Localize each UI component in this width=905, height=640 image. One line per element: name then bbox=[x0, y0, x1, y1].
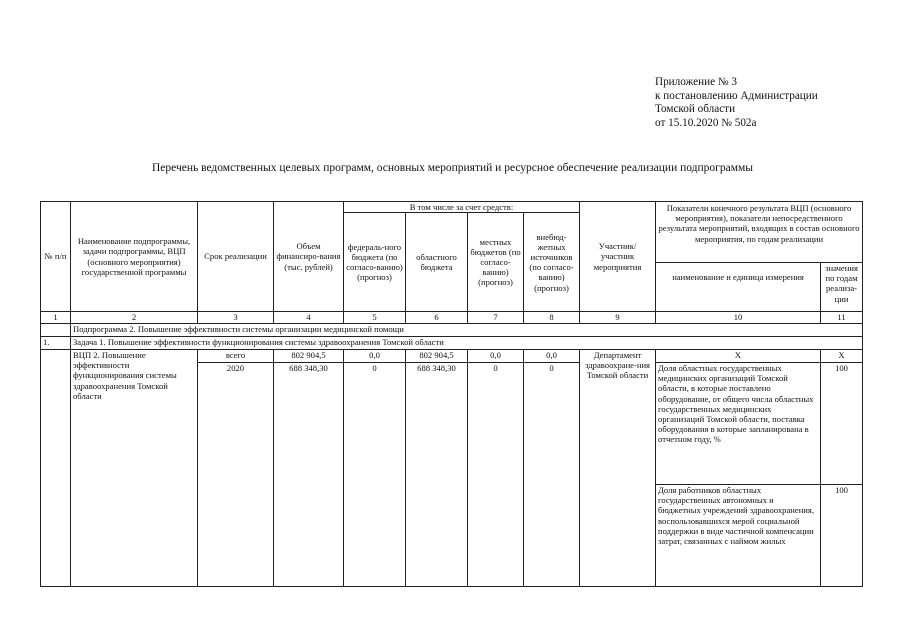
appendix-line: Томской области bbox=[655, 103, 736, 115]
vcp-federal-total: 0,0 bbox=[344, 350, 406, 363]
vcp-participant: Департамент здравоохране-ния Томской области bbox=[580, 350, 656, 587]
vcp-regional-total: 802 904,5 bbox=[406, 350, 468, 363]
column-number: 9 bbox=[580, 312, 656, 324]
column-number: 8 bbox=[524, 312, 580, 324]
indicator-name: Доля областных государственных медицинских организаций Томской области, в которые поставлено оборудование, от общего числа областных государственных медицинских организаций Томской области, поставка оборудования в которые запланирована в отчетном году, % bbox=[656, 363, 821, 485]
header-term: Срок реализации bbox=[198, 202, 274, 312]
vcp-name: ВЦП 2. Повышение эффективности функционирования системы здравоохранения Томской области bbox=[71, 350, 198, 587]
header-volume: Объем финансиро-вания (тыс. рублей) bbox=[274, 202, 344, 312]
vcp-indicator-total-value: Х bbox=[821, 350, 863, 363]
column-number: 5 bbox=[344, 312, 406, 324]
subprogram-num-cell bbox=[41, 324, 71, 337]
appendix-line: Приложение № 3 bbox=[655, 76, 737, 88]
document-title: Перечень ведомственных целевых программ, основных мероприятий и ресурсное обеспечение реализации подпрограммы bbox=[151, 162, 754, 174]
vcp-volume-year: 688 348,30 bbox=[274, 363, 344, 587]
column-number: 2 bbox=[71, 312, 198, 324]
task-text: Задача 1. Повышение эффективности функционирования системы здравоохранения Томской области bbox=[71, 337, 863, 350]
appendix-block bbox=[655, 76, 818, 130]
subprogram-text: Подпрограмма 2. Повышение эффективности системы организации медицинской помощи bbox=[71, 324, 863, 337]
header-including: В том числе за счет средств: bbox=[344, 202, 580, 213]
column-number: 10 bbox=[656, 312, 821, 324]
appendix-line: от 15.10.2020 № 502а bbox=[655, 116, 757, 129]
column-number: 1 bbox=[41, 312, 71, 324]
vcp-federal-year: 0 bbox=[344, 363, 406, 587]
header-participant: Участник/ участник мероприятия bbox=[580, 202, 656, 312]
vcp-volume-total: 802 904,5 bbox=[274, 350, 344, 363]
header-indicators-title: Показатели конечного результата ВЦП (основного мероприятия), показатели непосредственного результата мероприятий, входящих в состав основного мероприятия, по годам реализации bbox=[656, 202, 862, 263]
header-regional: областного бюджета bbox=[406, 213, 468, 312]
vcp-extra-total: 0,0 bbox=[524, 350, 580, 363]
vcp-extra-year: 0 bbox=[524, 363, 580, 587]
header-name: Наименование подпрограммы, задачи подпрограммы, ВЦП (основного мероприятия) государственной программы bbox=[71, 202, 198, 312]
header-federal: федераль-ного бюджета (по согласо-ванию) (прогноз) bbox=[344, 213, 406, 312]
appendix-line: к постановлению Администрации bbox=[655, 89, 818, 102]
indicator-value: 100 bbox=[821, 485, 863, 587]
header-indicators bbox=[656, 202, 863, 312]
vcp-term-year: 2020 bbox=[198, 363, 274, 587]
vcp-total-row bbox=[41, 350, 863, 363]
task-row bbox=[41, 337, 863, 350]
column-number: 7 bbox=[468, 312, 524, 324]
column-number: 6 bbox=[406, 312, 468, 324]
vcp-regional-year: 688 348,30 bbox=[406, 363, 468, 587]
header-extra: внебюд-жетных источников (по согласо-ванию) (прогноз) bbox=[524, 213, 580, 312]
vcp-num-cell bbox=[41, 350, 71, 587]
vcp-local-year: 0 bbox=[468, 363, 524, 587]
column-number: 4 bbox=[274, 312, 344, 324]
header-indicator-name: наименование и единица измерения bbox=[656, 263, 821, 311]
subprogram-row bbox=[41, 324, 863, 337]
header-indicator-values: значения по годам реализа-ции bbox=[825, 263, 858, 304]
program-table bbox=[40, 201, 863, 587]
vcp-indicator-total-name: Х bbox=[656, 350, 821, 363]
task-num: 1. bbox=[41, 337, 71, 350]
vcp-term-total: всего bbox=[198, 350, 274, 363]
column-number: 11 bbox=[821, 312, 863, 324]
column-number: 3 bbox=[198, 312, 274, 324]
header-num: № п/п bbox=[41, 202, 71, 312]
column-number-row bbox=[41, 312, 863, 324]
indicator-value: 100 bbox=[821, 363, 863, 485]
vcp-local-total: 0,0 bbox=[468, 350, 524, 363]
header-local: местных бюджетов (по согласо-ванию) (прогноз) bbox=[468, 213, 524, 312]
indicator-name: Доля работников областных государственных автономных и бюджетных учреждений здравоохранения, воспользовавшихся мерой социальной поддержки в виде частичной компенсации затрат, связанных с наймом жилых bbox=[656, 485, 821, 587]
